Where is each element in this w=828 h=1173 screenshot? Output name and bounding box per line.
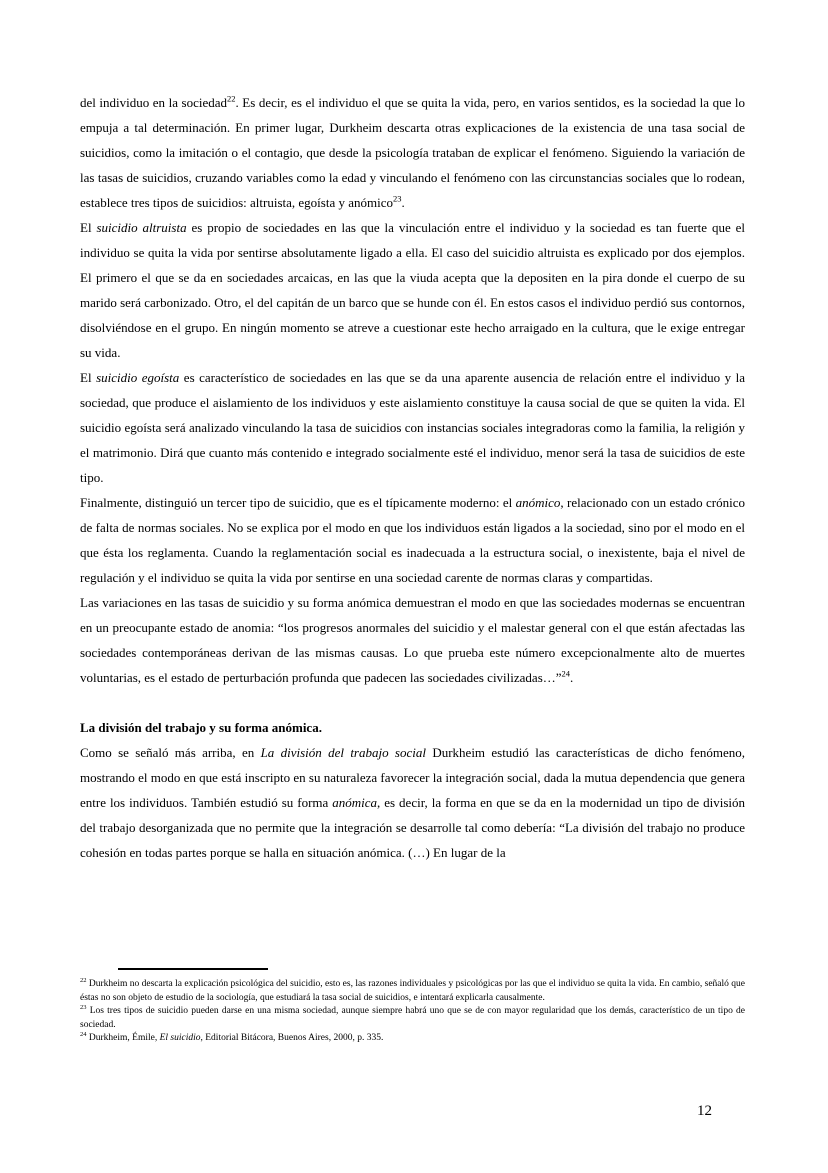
text-run: , Editorial Bitácora, Buenos Aires, 2000, p. 335.: [200, 1033, 384, 1043]
text-run: es propio de sociedades en las que la vinculación entre el individuo y la sociedad es tan fuerte que el individuo se quita la vida por sentirse absolutamente ligado a ella. El caso del suicidio altruista es explicado por dos ejemplos. El primero el que se da en sociedades arcaicas, en las que la viuda acepta que la depositen en la pira donde el cuerpo de su marido será carbonizado. Otro, el del capitán de un barco que se hunde con él. En estos casos el individuo perdió sus contornos, disolviéndose en el grupo. En ningún momento se atreve a cuestionar este hecho arraigado en la cultura, que le exige entregar su vida.: [80, 220, 745, 360]
footnote: [80, 1005, 745, 1032]
text-run: Durkheim no descarta la explicación psicológica del suicidio, esto es, las razones individuales y psicológicas por las que el individuo se quita la vida. En cambio, señaló que éstas no son objeto de estudio de la sociología, que estudiará la tasa social de suicidios, e intentará explicarla causalmente.: [80, 979, 745, 1003]
text-run: Finalmente, distinguió un tercer tipo de suicidio, que es el típicamente moderno: el: [80, 495, 516, 510]
text-run: , es decir, la forma en que se da en la modernidad un tipo de división del trabajo desorganizada que no permite que la integración se desarrolle tal como debería: “La división del trabajo no produce cohesión en todas partes porque se halla en situación anómica. (…) En lugar de la: [80, 795, 745, 860]
body-paragraph: [80, 590, 745, 690]
text-run: Las variaciones en las tasas de suicidio y su forma anómica demuestran el modo en que las sociedades modernas se encuentran en un preocupante estado de anomia: “los progresos anormales del suicidio y el malestar general con el que están afectadas las sociedades contemporáneas derivan de las mismas causas. Lo que prueba este número excepcionalmente alto de muertes voluntarias, es el estado de perturbación profunda que padecen las sociedades civilizadas…”: [80, 595, 745, 685]
text-run: del individuo en la sociedad: [80, 95, 228, 110]
section-heading: La división del trabajo y su forma anómica.: [80, 720, 322, 735]
footnote: [80, 1032, 745, 1046]
page-body: [80, 90, 745, 865]
body-paragraph: [80, 365, 745, 490]
text-run: La división del trabajo social: [260, 745, 426, 760]
text-run: suicidio altruista: [96, 220, 187, 235]
text-run: Los tres tipos de suicidio pueden darse en una misma sociedad, aunque siempre habrá uno que se de con mayor regularidad que los demás, característico de un tipo de sociedad.: [80, 1006, 745, 1030]
footnote-reference: 23: [393, 193, 402, 204]
footnote-reference: 23: [80, 1003, 87, 1011]
body-paragraph: [80, 215, 745, 365]
footnote-separator: [118, 968, 268, 970]
text-run: Como se señaló más arriba, en: [80, 745, 261, 760]
text-run: El suicidio: [159, 1033, 201, 1043]
text-run: anómico: [515, 495, 561, 510]
text-run: , relacionado con un estado crónico de falta de normas sociales. No se explica por el modo en que los individuos están ligados a la sociedad, sino por el modo en el que ésta los reglamenta. Cuando la reglamentación social es inadecuada a la estructura social, o inexistente, baja el nivel de regulación y el individuo se quita la vida por sentirse en una sociedad carente de normas claras y compartidas.: [80, 495, 745, 585]
body-paragraph: [80, 490, 745, 590]
text-run: es característico de sociedades en las que se da una aparente ausencia de relación entre el individuo y la sociedad, que produce el aislamiento de los individuos y este aislamiento constituye la causa social de que se quiten la vida. El suicidio egoísta será analizado vinculando la tasa de suicidios con instancias sociales integradoras como la familia, la religión y el matrimonio. Dirá que cuanto más contenido e integrado socialmente esté el individuo, menor será la tasa de suicidios de este tipo.: [80, 370, 745, 485]
footnote-reference: 22: [227, 93, 236, 104]
text-run: suicidio egoísta: [96, 370, 180, 385]
footnotes-section: [80, 968, 745, 1046]
footnote-reference: 22: [80, 976, 87, 984]
text-run: El: [80, 370, 97, 385]
text-run: El: [80, 220, 97, 235]
body-paragraph: [80, 740, 745, 865]
page-number: 12: [697, 1103, 712, 1119]
text-run: .: [570, 670, 574, 685]
body-paragraph: [80, 90, 745, 215]
text-run: Durkheim, Émile,: [86, 1033, 160, 1043]
text-run: .: [401, 195, 405, 210]
footnote-reference: 24: [80, 1030, 87, 1038]
footnote: [80, 978, 745, 1005]
footnote-reference: 24: [561, 668, 571, 679]
text-run: anómica: [332, 795, 378, 810]
text-run: . Es decir, es el individuo el que se quita la vida, pero, en varios sentidos, es la sociedad la que lo empuja a tal determinación. En primer lugar, Durkheim descarta otras explicaciones de la existencia de una tasa social de suicidios, como la imitación o el contagio, que desde la psicología trataban de explicar el fenómeno. Siguiendo la variación de las tasas de suicidios, cruzando variables como la edad y vinculando el fenómeno con las circunstancias sociales que lo rodean, establece tres tipos de suicidios: altruista, egoísta y anómico: [80, 95, 746, 210]
text-run: Durkheim estudió las características de dicho fenómeno, mostrando el modo en que está inscripto en su naturaleza favorecer la integración social, dada la mutua dependencia que genera entre los individuos. También estudió su forma: [80, 745, 745, 810]
